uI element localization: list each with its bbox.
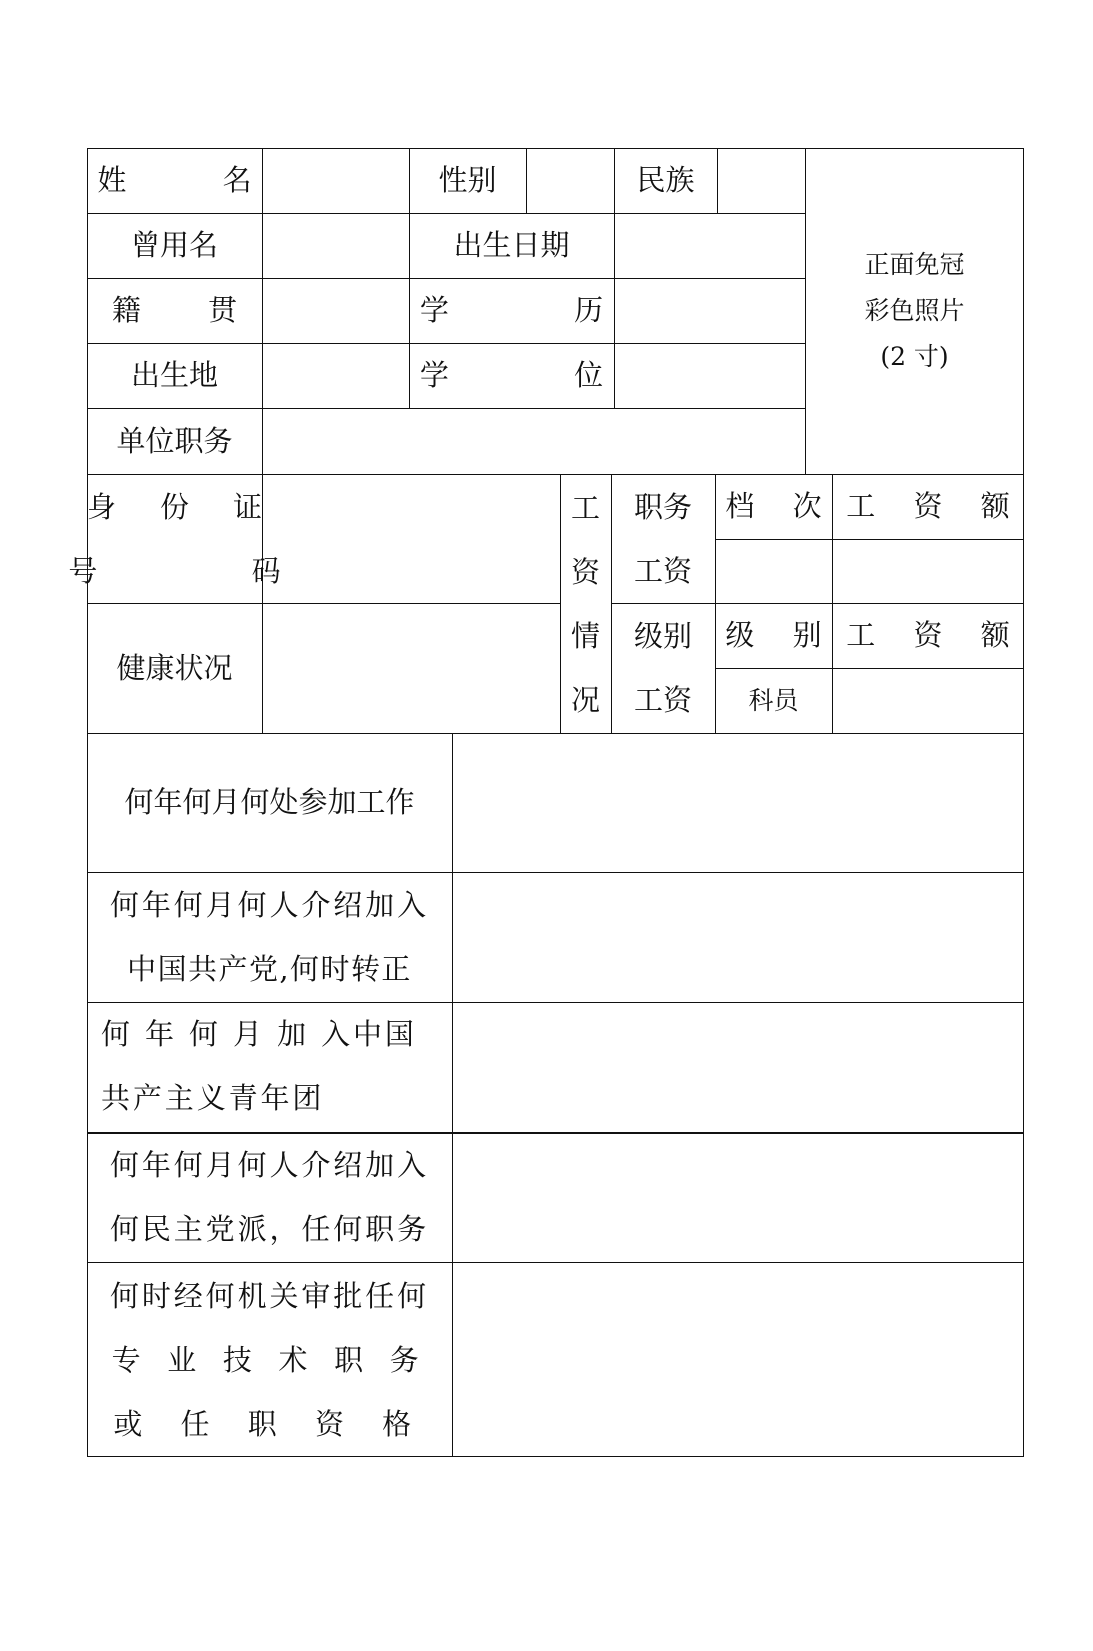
- birthplace-label: 出生地: [130, 358, 218, 392]
- join-cpc-field[interactable]: [452, 872, 1024, 1002]
- education-label: 学 历: [419, 293, 662, 327]
- join-work-label: 何年何月何处参加工作: [124, 785, 415, 819]
- level-label: 级 别: [725, 618, 837, 652]
- post-amount-field[interactable]: [832, 539, 1024, 603]
- name-label: 姓 名: [97, 163, 296, 197]
- gender-label: 性别: [438, 163, 497, 197]
- salary-group-label: 工 资 情 况: [570, 490, 600, 717]
- personnel-registration-form: [68, 148, 1025, 1457]
- education-field[interactable]: [614, 278, 805, 343]
- work-unit-label: 单位职务: [116, 423, 233, 458]
- birth-date-label: 出生日期: [453, 228, 570, 262]
- ethnicity-field[interactable]: [717, 148, 805, 213]
- former-name-field[interactable]: [262, 213, 409, 278]
- health-label: 健康状况: [116, 650, 233, 685]
- degree-label: 学 位: [419, 358, 662, 392]
- join-cpc-label: 何年何月何人介绍加入 中国共产党,何时转正: [109, 888, 429, 986]
- title-approval-label: 何时经何机关审批任何 专 业 技 术 职 务 或 任 职 资 格: [109, 1278, 429, 1441]
- name-field[interactable]: [262, 148, 409, 213]
- level-amount-field[interactable]: [832, 668, 1024, 733]
- health-field[interactable]: [262, 603, 560, 733]
- join-work-field[interactable]: [452, 733, 1024, 872]
- level-salary-label: 级别 工资: [633, 619, 692, 717]
- birth-date-field[interactable]: [614, 213, 805, 278]
- level-amount-label: 工 资 额: [846, 618, 1025, 652]
- post-amount-label: 工 资 额: [846, 489, 1025, 523]
- join-cyl-label: 何 年 何 月 加 入中国 共产主义青年团: [101, 1017, 417, 1115]
- gender-field[interactable]: [526, 148, 614, 213]
- post-salary-label: 职务 工资: [633, 489, 692, 588]
- photo-caption-line1: 正面免冠: [864, 250, 965, 279]
- level-value: 科员: [748, 686, 799, 715]
- photo-caption-line3: (2 寸): [880, 342, 949, 371]
- grade-field[interactable]: [715, 539, 832, 603]
- work-unit-field[interactable]: [262, 408, 805, 474]
- grade-label: 档 次: [725, 489, 837, 523]
- photo-placeholder: [805, 148, 1024, 474]
- native-place-label: 籍 贯: [111, 293, 267, 327]
- id-number-field[interactable]: [262, 474, 560, 603]
- join-cyl-field[interactable]: [452, 1002, 1024, 1132]
- join-dp-field[interactable]: [452, 1132, 1024, 1262]
- ethnicity-label: 民族: [636, 163, 695, 197]
- join-dp-label: 何年何月何人介绍加入 何民主党派，任何职务: [109, 1148, 429, 1246]
- id-number-label: 身 份 证 号 码: [68, 489, 354, 588]
- photo-caption-line2: 彩色照片: [864, 296, 965, 325]
- title-approval-field[interactable]: [452, 1262, 1024, 1457]
- former-name-label: 曾用名: [130, 228, 218, 262]
- degree-field[interactable]: [614, 343, 805, 408]
